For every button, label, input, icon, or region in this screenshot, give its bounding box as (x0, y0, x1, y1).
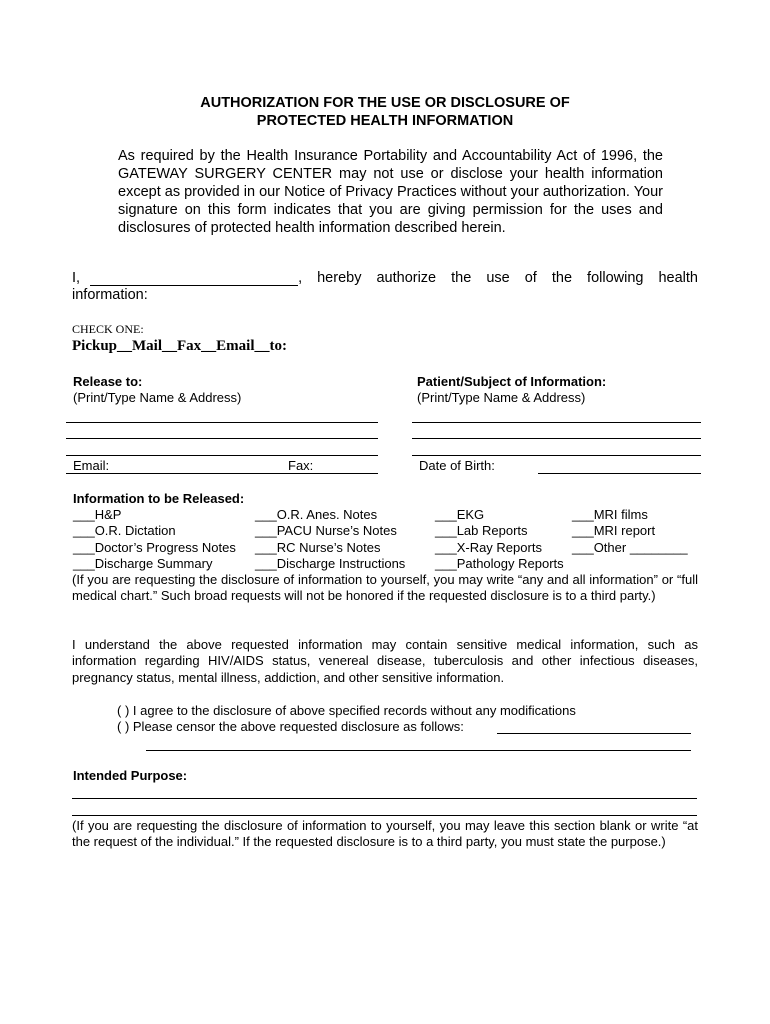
checklist-item[interactable]: ___MRI films (572, 507, 648, 522)
agree-option[interactable]: ( ) I agree to the disclosure of above specified records without any modifications (117, 703, 576, 718)
release-to-line-3[interactable] (66, 455, 378, 456)
delivery-method-options[interactable]: Pickup__Mail__Fax__Email__to: (72, 338, 287, 354)
patient-line-2[interactable] (412, 438, 701, 439)
form-title-line2: PROTECTED HEALTH INFORMATION (256, 113, 514, 129)
name-field[interactable] (90, 271, 298, 286)
checklist-item[interactable]: ___X-Ray Reports (435, 540, 542, 555)
dob-field[interactable] (538, 473, 701, 474)
sensitive-info-paragraph: I understand the above requested information may contain sensitive medical information, such as information regarding HIV/AIDS status, venereal disease, tuberculosis and other infectious diseases, pregnancy status, mental illness, addiction, and other sensitive information. (72, 637, 698, 685)
purpose-note: (If you are requesting the disclosure of information to yourself, you may leave this section blank or write “at the request of the individual.” If the requested disclosure is to a third party, you must state the purpose.) (72, 818, 698, 850)
patient-line-1[interactable] (412, 422, 701, 423)
intro-paragraph: As required by the Health Insurance Portability and Accountability Act of 1996, the GATEWAY SURGERY CENTER may not use or disclose your health information except as provided in our Notice of Privacy Practices without your authorization. Your signature on this form indicates that you are giving permission for the uses and disclosures of protected health information described herein. (118, 148, 663, 236)
patient-heading: Patient/Subject of Information: (417, 374, 607, 389)
checklist-item[interactable]: ___H&P (73, 507, 122, 522)
purpose-field-2[interactable] (72, 815, 697, 816)
censor-field-1[interactable] (497, 733, 691, 734)
checklist-item[interactable]: ___RC Nurse’s Notes (255, 540, 381, 555)
patient-line-3[interactable] (412, 455, 701, 456)
release-to-heading: Release to: (73, 374, 143, 389)
authorize-line (72, 270, 698, 303)
checklist-item[interactable]: ___Lab Reports (435, 523, 528, 538)
dob-label: Date of Birth: (419, 458, 495, 473)
purpose-heading: Intended Purpose: (73, 768, 188, 783)
authorize-prefix: I, (72, 270, 81, 286)
censor-option[interactable]: ( ) Please censor the above requested disclosure as follows: (117, 719, 464, 734)
email-fax-field[interactable] (66, 473, 378, 474)
release-to-line-2[interactable] (66, 438, 378, 439)
checklist-item[interactable]: ___Discharge Summary (73, 556, 213, 571)
authorize-line2: information: (72, 287, 148, 303)
email-label: Email: (73, 458, 110, 473)
purpose-field-1[interactable] (72, 798, 697, 799)
checklist-item[interactable]: ___O.R. Anes. Notes (255, 507, 378, 522)
checklist-item[interactable]: ___PACU Nurse’s Notes (255, 523, 397, 538)
checklist-item[interactable]: ___O.R. Dictation (73, 523, 176, 538)
checklist-item[interactable]: ___Discharge Instructions (255, 556, 406, 571)
check-one-label: CHECK ONE: (72, 322, 144, 336)
fax-label: Fax: (288, 458, 314, 473)
form-title-line1: AUTHORIZATION FOR THE USE OR DISCLOSURE OF (200, 95, 570, 111)
release-to-line-1[interactable] (66, 422, 378, 423)
checklist-item[interactable]: ___Doctor’s Progress Notes (73, 540, 236, 555)
censor-field-2[interactable] (146, 750, 691, 751)
info-released-note: (If you are requesting the disclosure of information to yourself, you may write “any and all information” or “full medical chart.” Such broad requests will not be honored if the requested disclosure is to a third party.) (72, 572, 698, 604)
checklist-item[interactable]: ___Pathology Reports (435, 556, 564, 571)
checklist-item[interactable]: ___EKG (435, 507, 485, 522)
authorize-text: , hereby authorize the use of the following health (298, 270, 698, 286)
checklist-item[interactable]: ___MRI report (572, 523, 656, 538)
patient-sub: (Print/Type Name & Address) (417, 390, 586, 405)
release-to-sub: (Print/Type Name & Address) (73, 390, 242, 405)
info-released-heading: Information to be Released: (73, 491, 245, 506)
checklist-item[interactable]: ___Other ________ (572, 540, 688, 555)
